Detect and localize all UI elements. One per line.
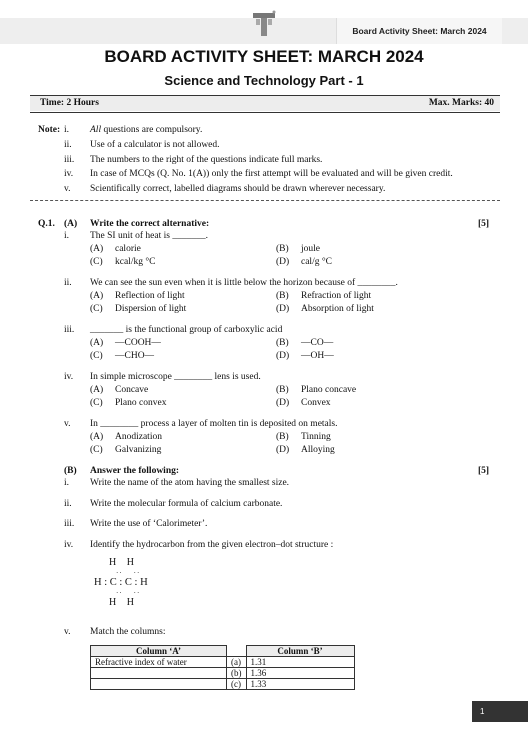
column-a-cell: [91, 679, 227, 690]
section-heading: Write the correct alternative:: [90, 219, 210, 229]
row-key: (c): [227, 679, 247, 690]
option-key: (B): [276, 432, 289, 442]
section-label: (B): [64, 466, 77, 476]
electron-dots: ·· ··: [116, 569, 141, 577]
note-text: Use of a calculator is not allowed.: [90, 140, 220, 150]
option-key: (D): [276, 445, 290, 455]
option-key: (B): [276, 291, 289, 301]
structure-top-row: H H: [109, 557, 134, 568]
note-text: In case of MCQs (Q. No. 1(A)) only the first attempt will be evaluated and will be given credit.: [90, 169, 453, 179]
dashed-divider: [30, 200, 500, 201]
option-key: (B): [276, 385, 289, 395]
option-text: Plano concave: [301, 385, 357, 395]
table-header-row: [91, 646, 355, 657]
question-num: ii.: [64, 499, 72, 509]
question-num: i.: [64, 231, 70, 241]
option-text: Alloying: [301, 445, 335, 455]
question-text: Write the name of the atom having the smallest size.: [90, 478, 290, 488]
option-text: Reflection of light: [115, 291, 185, 301]
column-b-cell: 1.31: [246, 657, 354, 668]
page-number: 1: [472, 701, 528, 722]
section-marks: [5]: [478, 466, 490, 476]
note-num: i.: [64, 125, 70, 135]
option-text: Concave: [115, 385, 149, 395]
row-key: (b): [227, 668, 247, 679]
top-banner: [0, 0, 528, 44]
option-key: (A): [90, 291, 104, 301]
question-num: iv.: [64, 372, 74, 382]
electron-dots: ·· ··: [116, 589, 141, 597]
option-text: —CHO—: [115, 351, 155, 361]
section-label: (A): [64, 219, 78, 229]
divider: [30, 112, 500, 113]
table-row: [91, 657, 355, 668]
option-text: Refraction of light: [301, 291, 372, 301]
option-text: cal/g °C: [301, 257, 332, 267]
option-text: calorie: [115, 244, 141, 254]
note-num: iv.: [64, 169, 74, 179]
question-text: In ________ process a layer of molten tin is deposited on metals.: [90, 419, 338, 429]
page-title: BOARD ACTIVITY SHEET: MARCH 2024: [104, 47, 424, 66]
option-text: Anodization: [115, 432, 162, 442]
section-marks: [5]: [478, 219, 490, 229]
option-text: —CO—: [301, 338, 334, 348]
question-text: We can see the sun even when it is little below the horizon because of ________.: [90, 278, 398, 288]
note-num: ii.: [64, 140, 72, 150]
table-row: [91, 668, 355, 679]
question-num: ii.: [64, 278, 72, 288]
structure-middle-row: H : C : C : H: [94, 577, 148, 588]
option-key: (D): [276, 257, 290, 267]
question-num: v.: [64, 627, 71, 637]
option-text: joule: [301, 244, 320, 254]
question-text: Match the columns:: [90, 627, 166, 637]
column-a-cell: Refractive index of water: [91, 657, 227, 668]
question-text: The SI unit of heat is _______.: [90, 231, 208, 241]
option-text: —OH—: [301, 351, 334, 361]
time-label: Time: 2 Hours: [40, 98, 99, 108]
option-key: (A): [90, 244, 104, 254]
option-key: (C): [90, 398, 103, 408]
column-b-header: Column ‘B’: [246, 646, 354, 657]
option-text: Galvanizing: [115, 445, 162, 455]
note-text: Scientifically correct, labelled diagrams should be drawn wherever necessary.: [90, 184, 386, 194]
note-text: All questions are compulsory.: [90, 125, 203, 135]
question-text: Write the molecular formula of calcium carbonate.: [90, 499, 283, 509]
question-num: iii.: [64, 519, 75, 529]
option-text: Plano convex: [115, 398, 167, 408]
question-text: In simple microscope ________ lens is used.: [90, 372, 261, 382]
option-key: (A): [90, 432, 104, 442]
match-table: [90, 645, 355, 690]
page-subtitle: Science and Technology Part - 1: [164, 73, 364, 88]
table-row: [91, 679, 355, 690]
column-a-header: Column ‘A’: [91, 646, 227, 657]
publisher-logo-icon: [251, 10, 277, 38]
column-a-cell: [91, 668, 227, 679]
option-key: (C): [90, 445, 103, 455]
question-text: Write the use of ‘Calorimeter’.: [90, 519, 208, 529]
option-key: (B): [276, 338, 289, 348]
option-key: (C): [90, 257, 103, 267]
option-key: (C): [90, 351, 103, 361]
structure-bottom-row: H H: [109, 597, 134, 608]
column-b-cell: 1.36: [246, 668, 354, 679]
header-gap: [227, 646, 247, 657]
note-num: v.: [64, 184, 71, 194]
option-key: (A): [90, 338, 104, 348]
option-text: Absorption of light: [301, 304, 374, 314]
question-num: iii.: [64, 325, 75, 335]
column-b-cell: 1.33: [246, 679, 354, 690]
option-key: (D): [276, 398, 290, 408]
section-heading: Answer the following:: [90, 466, 180, 476]
option-key: (B): [276, 244, 289, 254]
option-text: kcal/kg °C: [115, 257, 156, 267]
option-text: Dispersion of light: [115, 304, 187, 314]
time-marks-bar: [30, 96, 500, 111]
question-num: iv.: [64, 540, 74, 550]
question-text: _______ is the functional group of carboxylic acid: [90, 325, 283, 335]
marks-label: Max. Marks: 40: [428, 98, 494, 108]
question-number: Q.1.: [38, 219, 55, 229]
row-key: (a): [227, 657, 247, 668]
option-key: (A): [90, 385, 104, 395]
option-key: (D): [276, 351, 290, 361]
note-label: Note:: [38, 125, 61, 135]
note-num: iii.: [64, 155, 75, 165]
option-text: —COOH—: [115, 338, 161, 348]
question-num: i.: [64, 478, 70, 488]
option-key: (D): [276, 304, 290, 314]
option-key: (C): [90, 304, 103, 314]
option-text: Convex: [301, 398, 331, 408]
question-num: v.: [64, 419, 71, 429]
question-text: Identify the hydrocarbon from the given electron–dot structure :: [90, 540, 334, 550]
note-text: The numbers to the right of the questions indicate full marks.: [90, 155, 323, 165]
header-tag: Board Activity Sheet: March 2024: [336, 18, 502, 44]
option-text: Tinning: [301, 432, 331, 442]
